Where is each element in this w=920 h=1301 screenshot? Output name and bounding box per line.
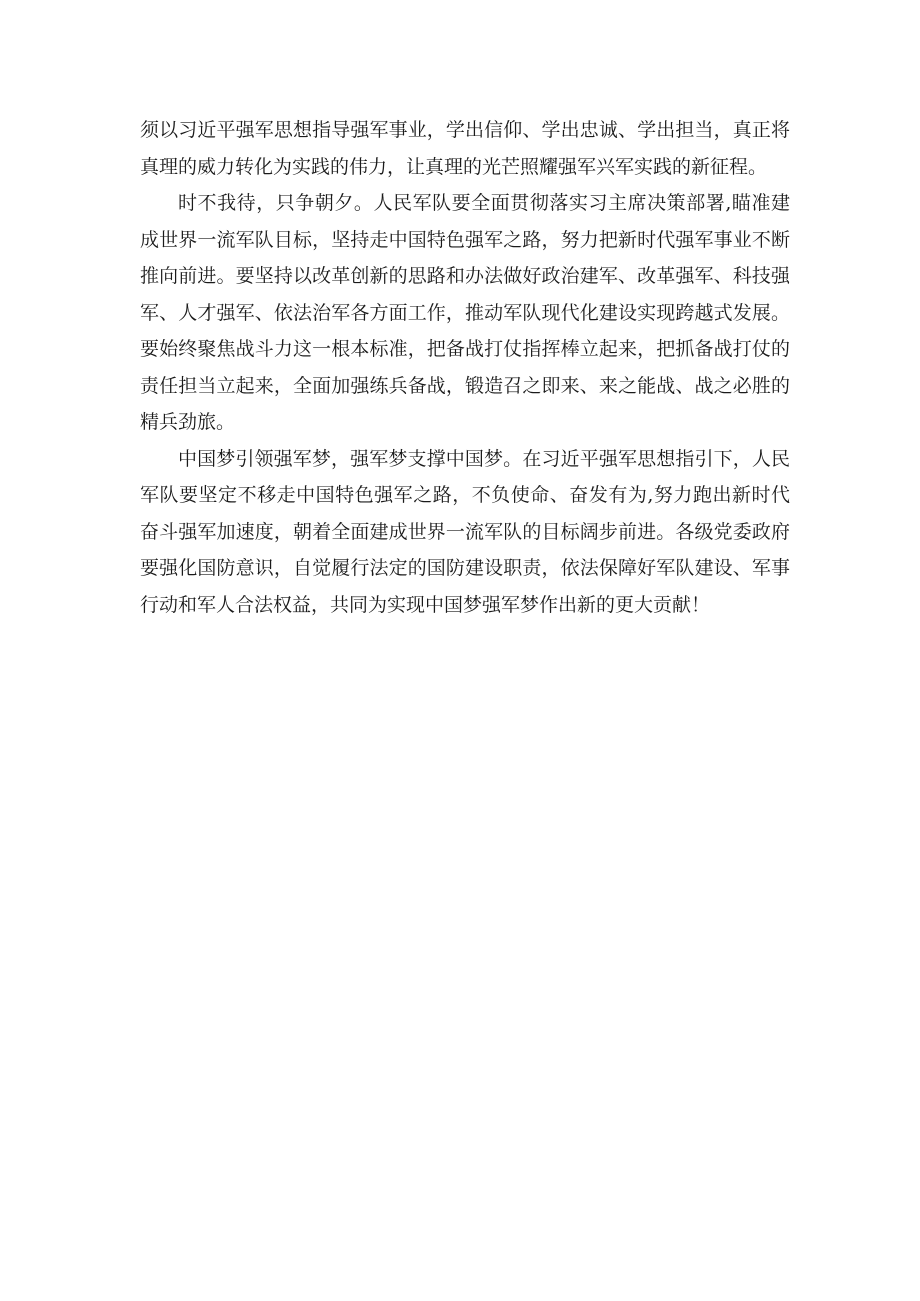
paragraph-1: 须以习近平强军思想指导强军事业，学出信仰、学出忠诚、学出担当，真正将真理的威力转化为实践的伟力，让真理的光芒照耀强军兴军实践的新征程。 <box>140 119 790 178</box>
document-page <box>140 112 790 623</box>
paragraph-3: 中国梦引领强军梦，强军梦支撑中国梦。在习近平强军思想指引下，人民军队要坚定不移走中国特色强军之路，不负使命、奋发有为,努力跑出新时代奋斗强军加速度，朝着全面建成世界一流军队的目标阔步前进。各级党委政府要强化国防意识，自觉履行法定的国防建设职责，依法保障好军队建设、军事行动和军人合法权益，共同为实现中国梦强军梦作出新的更大贡献！ <box>140 447 790 616</box>
paragraph-2: 时不我待，只争朝夕。人民军队要全面贯彻落实习主席决策部署,瞄准建成世界一流军队目标，坚持走中国特色强军之路，努力把新时代强军事业不断推向前进。要坚持以改革创新的思路和办法做好政治建军、改革强军、科技强军、人才强军、依法治军各方面工作，推动军队现代化建设实现跨越式发展。要始终聚焦战斗力这一根本标准，把备战打仗指挥棒立起来，把抓备战打仗的责任担当立起来，全面加强练兵备战，锻造召之即来、来之能战、战之必胜的精兵劲旅。 <box>140 192 790 433</box>
